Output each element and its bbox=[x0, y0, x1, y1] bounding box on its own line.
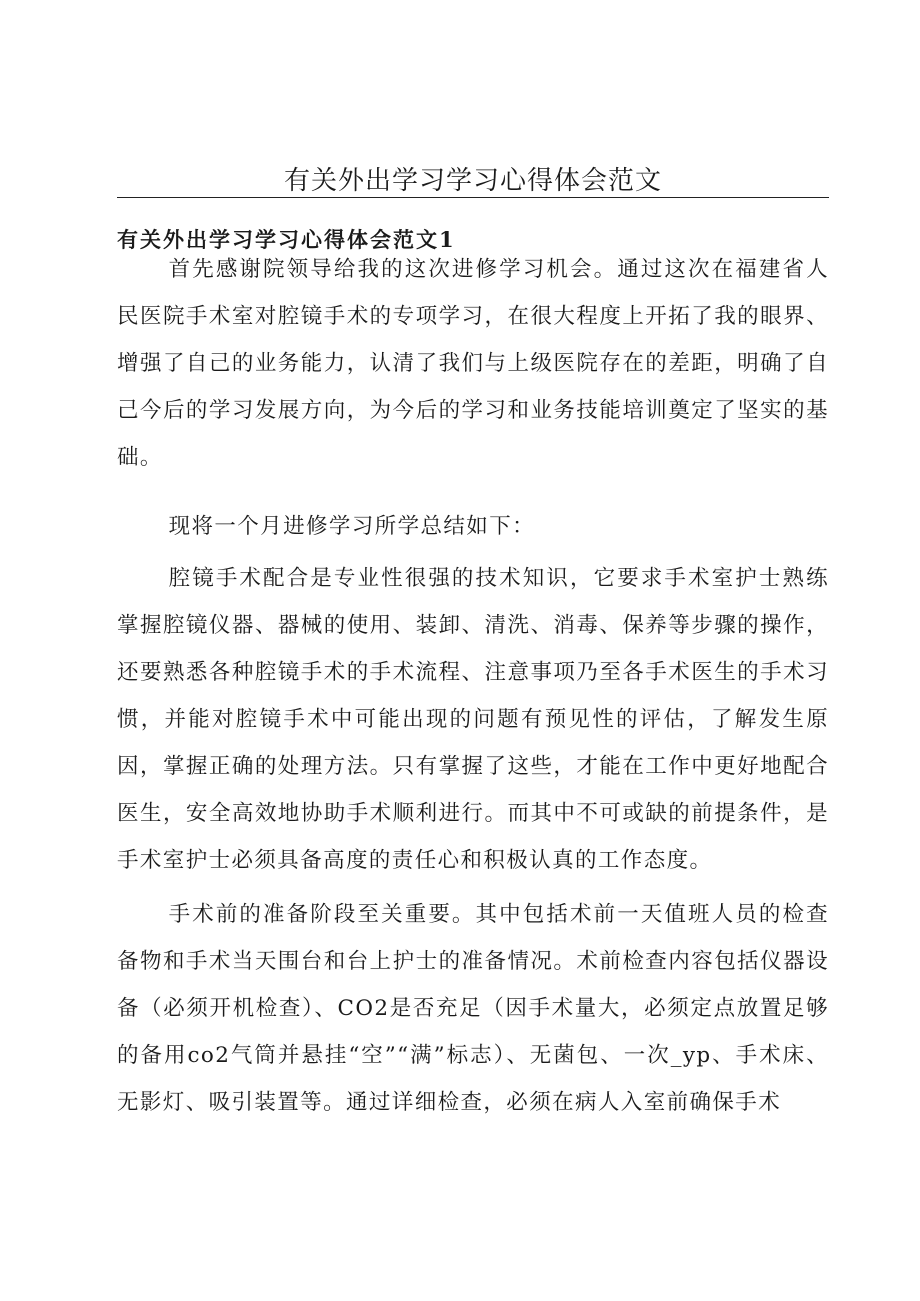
paragraph-laparoscopy-skills: 腔镜手术配合是专业性很强的技术知识，它要求手术室护士熟练掌握腔镜仪器、器械的使用、装卸、清洗、消毒、保养等步骤的操作，还要熟悉各种腔镜手术的手术流程、注意事项乃至各手术医生的手术习惯，并能对腔镜手术中可能出现的问题有预见性的评估，了解发生原因，掌握正确的处理方法。只有掌握了这些，才能在工作中更好地配合医生，安全高效地协助手术顺利进行。而其中不可或缺的前提条件，是手术室护士必须具备高度的责任心和积极认真的工作态度。 bbox=[117, 566, 829, 873]
paragraph-summary-lead: 现将一个月进修学习所学总结如下： bbox=[168, 514, 535, 539]
paragraph-preoperative-prep: 手术前的准备阶段至关重要。其中包括术前一天值班人员的检查备物和手术当天围台和台上护士的准备情况。术前检查内容包括仪器设备（必须开机检查）、CO2是否充足（因手术量大，必须定点放置足够的备用co2气筒并悬挂“空”“满”标志）、无菌包、一次_yp、手术床、无影灯、吸引装置等。通过详细检查，必须在病人入室前确保手术 bbox=[117, 902, 829, 1115]
title-underline bbox=[117, 197, 829, 198]
section-heading: 有关外出学习学习心得体会范文1 bbox=[117, 227, 456, 252]
paragraph-intro: 首先感谢院领导给我的这次进修学习机会。通过这次在福建省人民医院手术室对腔镜手术的专项学习，在很大程度上开拓了我的眼界、增强了自己的业务能力，认清了我们与上级医院存在的差距，明确了自己今后的学习发展方向，为今后的学习和业务技能培训奠定了坚实的基础。 bbox=[117, 257, 829, 470]
document-title: 有关外出学习学习心得体会范文 bbox=[283, 166, 662, 196]
